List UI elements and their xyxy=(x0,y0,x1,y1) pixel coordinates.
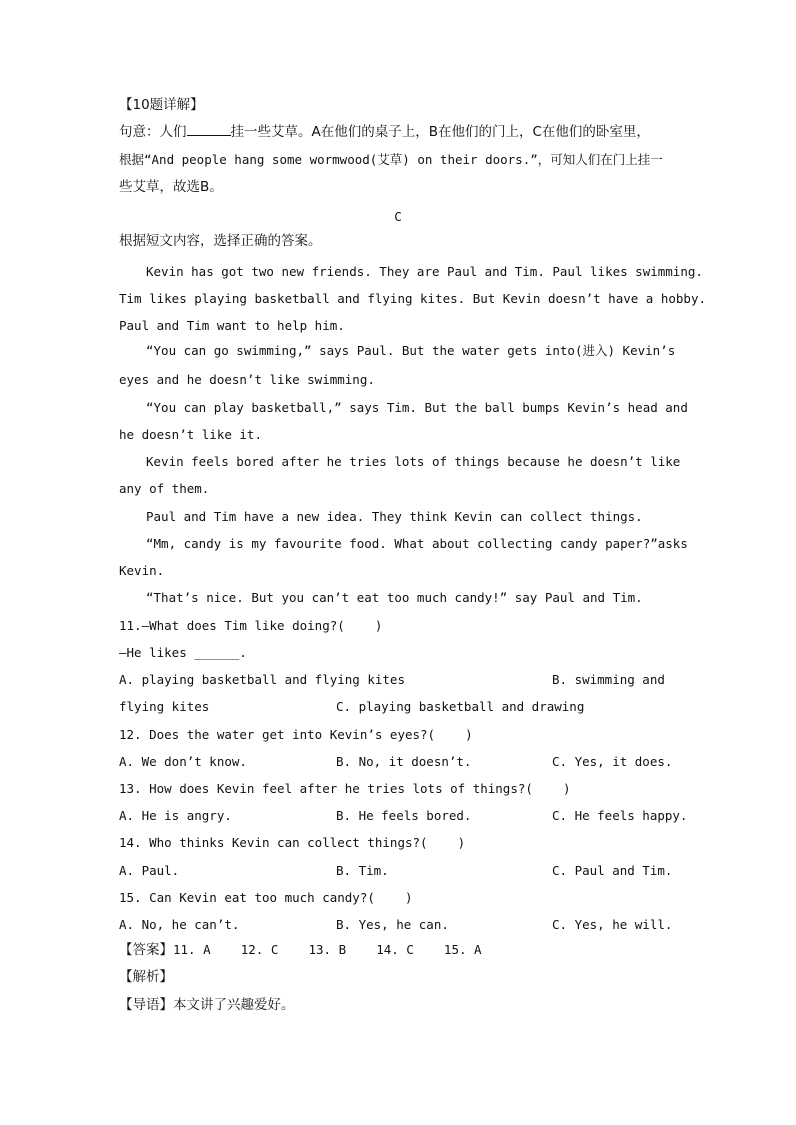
explain10-line1-start: 句意：人们 xyxy=(119,124,187,140)
section-letter: C xyxy=(394,209,402,224)
passage-line: Kevin. xyxy=(119,563,165,578)
explain10-line2: 根据“And people hang some wormwood(艾草) on their doors.”，可知人们在门上挂一 xyxy=(119,152,663,167)
q14-option-c: C. Paul and Tim. xyxy=(552,863,673,878)
passage-line: “Mm, candy is my favourite food. What about collecting candy paper?”asks xyxy=(146,536,688,551)
q12-option-c: C. Yes, it does. xyxy=(552,754,673,769)
q14-option-b: B. Tim. xyxy=(336,863,389,878)
section-instruction: 根据短文内容，选择正确的答案。 xyxy=(119,233,322,249)
q13-stem: 13. How does Kevin feel after he tries lots of things?( ) xyxy=(119,781,571,796)
passage-line: Kevin feels bored after he tries lots of things because he doesn’t like xyxy=(146,454,681,469)
q12-option-a: A. We don’t know. xyxy=(119,754,247,769)
q15-stem: 15. Can Kevin eat too much candy?( ) xyxy=(119,890,413,905)
answer-values: 11. A 12. C 13. B 14. C 15. A xyxy=(173,942,482,957)
explain10-line1-end: 挂一些艾草。A在他们的桌子上，B在他们的门上，C在他们的卧室里， xyxy=(230,124,650,140)
q14-stem: 14. Who thinks Kevin can collect things?( ) xyxy=(119,835,466,850)
explain10-heading: 【10题详解】 xyxy=(119,97,204,113)
q14-option-a: A. Paul. xyxy=(119,863,180,878)
explain10-line3: 些艾草，故选B。 xyxy=(119,179,223,195)
passage-line: Paul and Tim have a new idea. They think Kevin can collect things. xyxy=(146,509,643,524)
q15-option-a: A. No, he can’t. xyxy=(119,917,240,932)
passage-line: “You can go swimming,” says Paul. But the water gets into(进入) Kevin’s xyxy=(146,343,676,358)
q11-option-a: A. playing basketball and flying kites xyxy=(119,672,405,687)
passage-line: “You can play basketball,” says Tim. But the ball bumps Kevin’s head and xyxy=(146,400,688,415)
answer-blank xyxy=(187,135,231,136)
q15-option-c: C. Yes, he will. xyxy=(552,917,673,932)
q13-option-a: A. He is angry. xyxy=(119,808,232,823)
analysis-heading: 【解析】 xyxy=(119,969,173,985)
answer-line xyxy=(119,941,482,959)
q12-option-b: B. No, it doesn’t. xyxy=(336,754,472,769)
passage-line: any of them. xyxy=(119,481,210,496)
q12-stem: 12. Does the water get into Kevin’s eyes?( ) xyxy=(119,727,473,742)
passage-line: he doesn’t like it. xyxy=(119,427,262,442)
q11-stem: 11.—What does Tim like doing?( ) xyxy=(119,618,383,633)
q15-option-b: B. Yes, he can. xyxy=(336,917,449,932)
passage-line: “That’s nice. But you can’t eat too much candy!” say Paul and Tim. xyxy=(146,590,643,605)
q11-option-c: C. playing basketball and drawing xyxy=(336,699,585,714)
passage-line: Paul and Tim want to help him. xyxy=(119,318,345,333)
passage-line: Kevin has got two new friends. They are Paul and Tim. Paul likes swimming. xyxy=(146,264,703,279)
analysis-intro: 【导语】本文讲了兴趣爱好。 xyxy=(119,997,295,1013)
q13-option-b: B. He feels bored. xyxy=(336,808,472,823)
explain10-line1 xyxy=(119,123,650,141)
passage-line: eyes and he doesn’t like swimming. xyxy=(119,372,375,387)
q11-option-b: B. swimming and xyxy=(552,672,665,687)
q13-option-c: C. He feels happy. xyxy=(552,808,688,823)
passage-line: Tim likes playing basketball and flying kites. But Kevin doesn’t have a hobby. xyxy=(119,291,706,306)
q11-stem-2: —He likes ______. xyxy=(119,645,247,660)
answer-label: 【答案】 xyxy=(119,942,173,958)
q11-option-b-cont: flying kites xyxy=(119,699,210,714)
